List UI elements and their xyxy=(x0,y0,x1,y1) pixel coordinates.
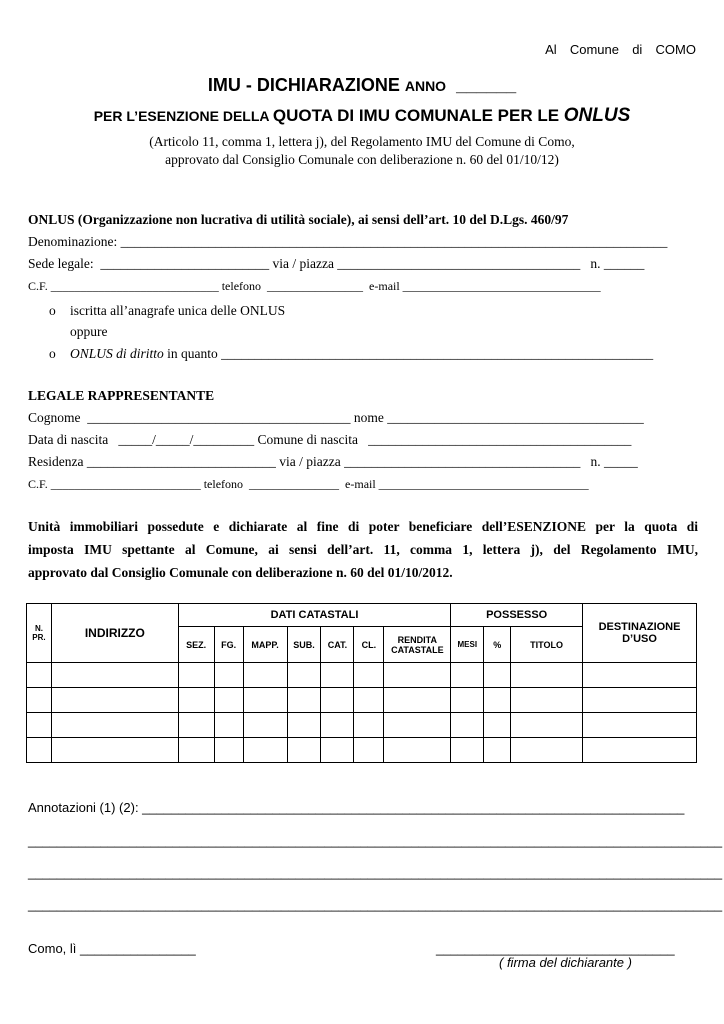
table-cell[interactable] xyxy=(583,663,697,688)
bullet-icon[interactable]: o xyxy=(49,303,56,318)
nascita-field[interactable]: Data di nascita _____/_____/_________ Comune di nascita _______________________________________ xyxy=(28,432,632,447)
table-row xyxy=(27,688,697,713)
in-quanto-field[interactable]: in quanto ________________________________________________________________ xyxy=(163,346,654,361)
table-cell[interactable] xyxy=(287,713,321,738)
subtitle-onlus: ONLUS xyxy=(563,105,631,126)
document-subtitle xyxy=(0,105,724,127)
table-cell[interactable] xyxy=(511,688,583,713)
signature-line[interactable]: _________________________________ xyxy=(436,941,675,956)
table-cell[interactable] xyxy=(511,713,583,738)
paragraph-line: Unità immobiliari possedute e dichiarate al fine di poter beneficiare dell’ESENZIONE per la quota di xyxy=(28,519,698,534)
table-cell[interactable] xyxy=(451,663,484,688)
table-cell[interactable] xyxy=(321,713,354,738)
onlus-di-diritto-label: ONLUS di diritto xyxy=(70,346,164,361)
table-cell[interactable] xyxy=(384,663,451,688)
table-cell[interactable] xyxy=(243,738,287,763)
annotazioni-line[interactable]: ________________________________________________________________________________________________ xyxy=(28,865,723,880)
table-cell[interactable] xyxy=(27,688,52,713)
residenza-field[interactable]: Residenza ____________________________ via / piazza ___________________________________ n. _____ xyxy=(28,454,638,469)
table-cell[interactable] xyxy=(321,688,354,713)
sede-legale-field[interactable]: Sede legale: _________________________ via / piazza ____________________________________ n. ______ xyxy=(28,256,645,271)
onlus-heading: ONLUS (Organizzazione non lucrativa di utilità sociale), ai sensi dell’art. 10 del D.Lgs. 460/97 xyxy=(28,212,569,227)
table-cell[interactable] xyxy=(214,688,243,713)
table-cell[interactable] xyxy=(583,713,697,738)
col-mesi: MESI xyxy=(451,627,484,663)
option-anagrafe-onlus: iscritta all’anagrafe unica delle ONLUS xyxy=(70,303,286,318)
paragraph-line: imposta IMU spettante al Comune, ai sensi dell’art. 11, comma 1, lettera j), del Regolamento IMU, xyxy=(28,542,698,557)
legale-heading: LEGALE RAPPRESENTANTE xyxy=(28,388,215,403)
annotazioni-field[interactable]: Annotazioni (1) (2): ___________________________________________________________________________ xyxy=(28,800,685,815)
title-main: IMU - DICHIARAZIONE xyxy=(207,75,405,95)
table-cell[interactable] xyxy=(27,663,52,688)
table-cell[interactable] xyxy=(511,738,583,763)
table-cell[interactable] xyxy=(51,688,178,713)
addressee: Al Comune di COMO xyxy=(545,42,696,57)
table-cell[interactable] xyxy=(484,738,511,763)
col-npr: N. PR. xyxy=(27,604,52,663)
table-cell[interactable] xyxy=(51,663,178,688)
table-cell[interactable] xyxy=(243,688,287,713)
col-rendita: RENDITA CATASTALE xyxy=(384,627,451,663)
table-row xyxy=(27,663,697,688)
table-cell[interactable] xyxy=(451,738,484,763)
table-cell[interactable] xyxy=(321,663,354,688)
cognome-nome-field[interactable]: Cognome _______________________________________ nome ______________________________________ xyxy=(28,410,644,425)
col-percent: % xyxy=(484,627,511,663)
units-table xyxy=(26,603,697,763)
table-cell[interactable] xyxy=(321,738,354,763)
table-cell[interactable] xyxy=(384,713,451,738)
table-cell[interactable] xyxy=(243,713,287,738)
annotazioni-line[interactable]: ________________________________________________________________________________________________ xyxy=(28,897,723,912)
table-cell[interactable] xyxy=(511,663,583,688)
denominazione-field[interactable]: Denominazione: _________________________________________________________________________________ xyxy=(28,234,668,249)
col-sub: SUB. xyxy=(287,627,321,663)
table-cell[interactable] xyxy=(51,713,178,738)
table-cell[interactable] xyxy=(583,688,697,713)
table-cell[interactable] xyxy=(354,713,384,738)
table-cell[interactable] xyxy=(484,713,511,738)
subtitle-part-b: QUOTA DI IMU COMUNALE PER LE xyxy=(272,106,564,125)
table-cell[interactable] xyxy=(583,738,697,763)
table-cell[interactable] xyxy=(354,738,384,763)
table-cell[interactable] xyxy=(354,663,384,688)
col-sez: SEZ. xyxy=(178,627,214,663)
table-cell[interactable] xyxy=(484,663,511,688)
col-indirizzo: INDIRIZZO xyxy=(51,604,178,663)
legale-cf-field[interactable]: C.F. _________________________ telefono _______________ e-mail ___________________________________ xyxy=(28,477,589,491)
paragraph-line: approvato dal Consiglio Comunale con deliberazione n. 60 del 01/10/2012. xyxy=(28,565,453,580)
col-titolo: TITOLO xyxy=(511,627,583,663)
table-cell[interactable] xyxy=(451,713,484,738)
bullet-icon[interactable]: o xyxy=(49,346,56,361)
units-paragraph xyxy=(28,515,698,584)
document-title xyxy=(0,75,724,96)
table-cell[interactable] xyxy=(243,663,287,688)
reference-line-2: approvato dal Consiglio Comunale con deliberazione n. 60 del 01/10/12) xyxy=(165,152,559,167)
table-cell[interactable] xyxy=(484,688,511,713)
table-cell[interactable] xyxy=(287,663,321,688)
col-dati-catastali: DATI CATASTALI xyxy=(178,604,451,627)
title-year-field[interactable]: ______ xyxy=(446,75,517,95)
table-row xyxy=(27,738,697,763)
table-cell[interactable] xyxy=(178,688,214,713)
table-cell[interactable] xyxy=(354,688,384,713)
table-row xyxy=(27,713,697,738)
place-date-field[interactable]: Como, lì ________________ xyxy=(28,941,196,956)
table-cell[interactable] xyxy=(384,738,451,763)
table-cell[interactable] xyxy=(214,738,243,763)
table-cell[interactable] xyxy=(384,688,451,713)
col-mapp: MAPP. xyxy=(243,627,287,663)
table-cell[interactable] xyxy=(27,713,52,738)
table-cell[interactable] xyxy=(287,688,321,713)
signature-label: ( firma del dichiarante ) xyxy=(499,955,632,970)
col-possesso: POSSESSO xyxy=(451,604,583,627)
table-cell[interactable] xyxy=(178,663,214,688)
table-cell[interactable] xyxy=(51,738,178,763)
col-cl: CL. xyxy=(354,627,384,663)
table-cell[interactable] xyxy=(451,688,484,713)
table-cell[interactable] xyxy=(27,738,52,763)
table-cell[interactable] xyxy=(287,738,321,763)
table-cell[interactable] xyxy=(214,713,243,738)
annotazioni-line[interactable]: ________________________________________________________________________________________________ xyxy=(28,833,723,848)
table-cell[interactable] xyxy=(214,663,243,688)
subtitle-part-a: PER L’ESENZIONE DELLA xyxy=(93,108,273,124)
reference-line-1: (Articolo 11, comma 1, lettera j), del Regolamento IMU del Comune di Como, xyxy=(149,134,575,149)
col-destinazione: DESTINAZIONE D’USO xyxy=(583,604,697,663)
onlus-cf-field[interactable]: C.F. ____________________________ telefono ________________ e-mail _________________________________ xyxy=(28,279,601,293)
title-anno: ANNO xyxy=(404,78,447,94)
oppure-label: oppure xyxy=(70,324,108,339)
col-cat: CAT. xyxy=(321,627,354,663)
option-onlus-di-diritto[interactable] xyxy=(70,346,653,362)
table-cell[interactable] xyxy=(178,713,214,738)
table-cell[interactable] xyxy=(178,738,214,763)
col-fg: FG. xyxy=(214,627,243,663)
